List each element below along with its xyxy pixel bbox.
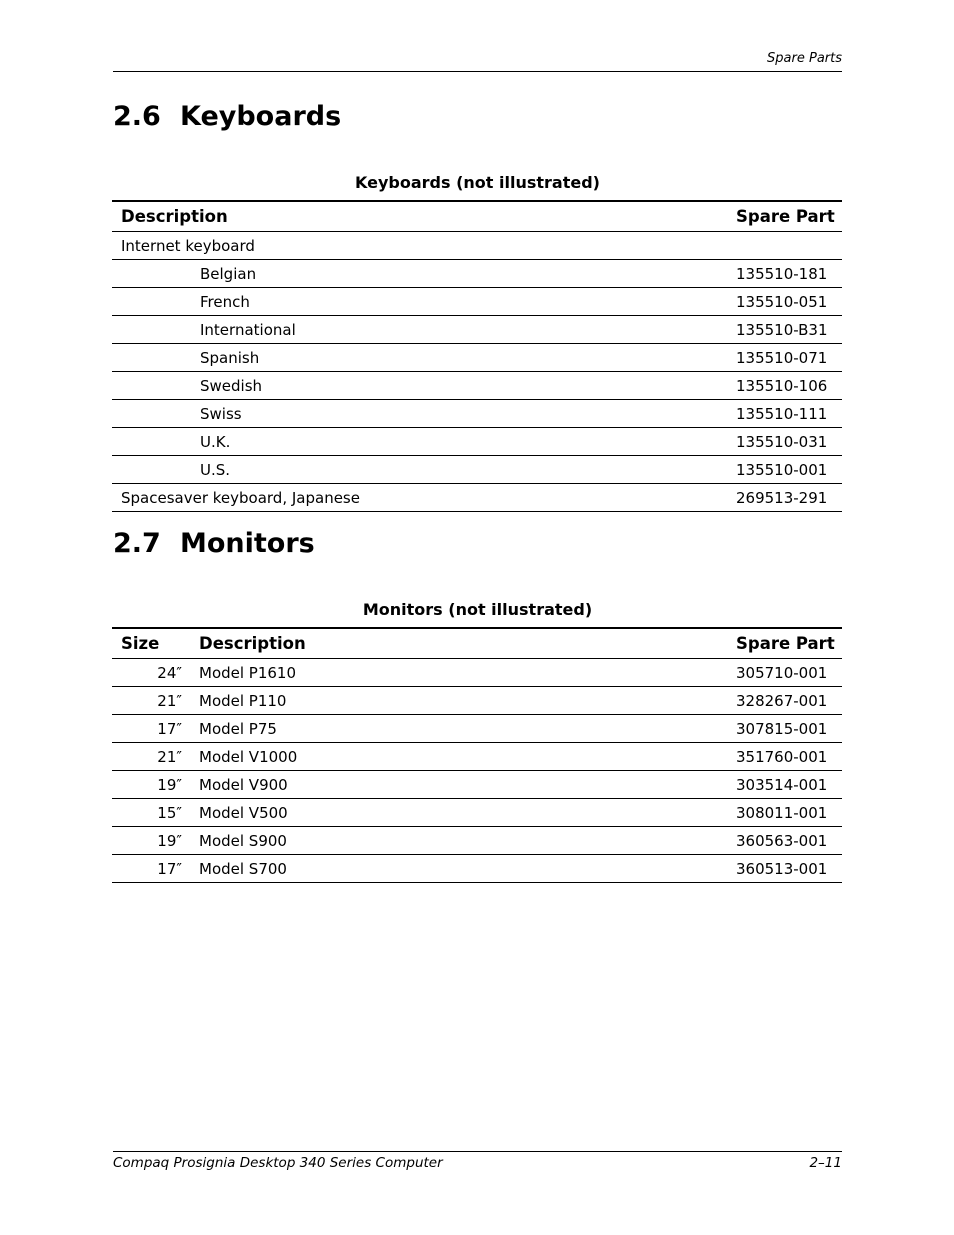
cell-description: Belgian: [112, 260, 730, 288]
table-row: [112, 771, 842, 799]
column-header-spare-part: Spare Part: [730, 628, 842, 659]
cell-description: French: [112, 288, 730, 316]
cell-description: Spacesaver keyboard, Japanese: [112, 484, 730, 512]
cell-spare-part: 360563-001: [730, 827, 842, 855]
cell-description: Model V900: [190, 771, 730, 799]
cell-spare-part: 303514-001: [730, 771, 842, 799]
table-row: [112, 260, 842, 288]
cell-description: Model P110: [190, 687, 730, 715]
cell-spare-part: 135510-B31: [730, 316, 842, 344]
cell-size: 21″: [112, 743, 190, 771]
cell-description: International: [112, 316, 730, 344]
cell-description: Model S900: [190, 827, 730, 855]
column-header-description: Description: [190, 628, 730, 659]
table-row: [112, 659, 842, 687]
footer-rule: [113, 1151, 842, 1152]
cell-spare-part: 135510-111: [730, 400, 842, 428]
table-header-row: [112, 628, 842, 659]
cell-description: Swedish: [112, 372, 730, 400]
table-row: [112, 428, 842, 456]
section-number: 2.7: [113, 528, 161, 559]
running-header: Spare Parts: [767, 51, 842, 66]
cell-spare-part: 135510-106: [730, 372, 842, 400]
section-title-monitors: [113, 528, 315, 559]
keyboards-table-caption: Keyboards (not illustrated): [355, 173, 600, 192]
cell-size: 19″: [112, 827, 190, 855]
table-row: [112, 799, 842, 827]
table-row: [112, 316, 842, 344]
cell-description: Spanish: [112, 344, 730, 372]
cell-description: Model V500: [190, 799, 730, 827]
cell-spare-part: 269513-291: [730, 484, 842, 512]
cell-size: 17″: [112, 715, 190, 743]
keyboards-table: [112, 200, 842, 512]
cell-spare-part: 135510-031: [730, 428, 842, 456]
table-row: [112, 715, 842, 743]
cell-size: 17″: [112, 855, 190, 883]
cell-spare-part: 351760-001: [730, 743, 842, 771]
cell-size: 24″: [112, 659, 190, 687]
cell-spare-part: 135510-001: [730, 456, 842, 484]
table-row: [112, 400, 842, 428]
cell-spare-part: 305710-001: [730, 659, 842, 687]
table-row: [112, 456, 842, 484]
table-row: [112, 288, 842, 316]
cell-description: Model V1000: [190, 743, 730, 771]
table-row-group: [112, 232, 842, 260]
table-row: [112, 743, 842, 771]
cell-spare-part: 135510-181: [730, 260, 842, 288]
cell-size: 15″: [112, 799, 190, 827]
cell-spare-part: 328267-001: [730, 687, 842, 715]
cell-size: 21″: [112, 687, 190, 715]
table-row: [112, 484, 842, 512]
cell-size: 19″: [112, 771, 190, 799]
monitors-table-caption: Monitors (not illustrated): [362, 600, 593, 619]
section-title-text: Monitors: [180, 528, 315, 559]
cell-spare-part: 308011-001: [730, 799, 842, 827]
cell-spare-part: 135510-051: [730, 288, 842, 316]
footer-page-number: 2–11: [809, 1155, 842, 1171]
footer-document-title: Compaq Prosignia Desktop 340 Series Computer: [113, 1155, 443, 1171]
section-title-text: Keyboards: [180, 101, 342, 132]
table-row: [112, 855, 842, 883]
column-header-description: Description: [112, 201, 730, 232]
column-header-size: Size: [112, 628, 190, 659]
section-number: 2.6: [113, 101, 161, 132]
cell-description: Model P75: [190, 715, 730, 743]
table-row: [112, 344, 842, 372]
section-title-keyboards: [113, 101, 341, 132]
column-header-spare-part: Spare Part: [730, 201, 842, 232]
cell-description: U.S.: [112, 456, 730, 484]
group-label: Internet keyboard: [112, 232, 730, 260]
cell-description: Model P1610: [190, 659, 730, 687]
cell-description: Swiss: [112, 400, 730, 428]
table-row: [112, 372, 842, 400]
monitors-table: [112, 627, 842, 883]
table-row: [112, 687, 842, 715]
cell-spare-part: 307815-001: [730, 715, 842, 743]
table-row: [112, 827, 842, 855]
cell-description: U.K.: [112, 428, 730, 456]
cell-spare-part: 360513-001: [730, 855, 842, 883]
table-header-row: [112, 201, 842, 232]
empty-cell: [730, 232, 842, 260]
header-rule: [113, 71, 842, 72]
cell-description: Model S700: [190, 855, 730, 883]
cell-spare-part: 135510-071: [730, 344, 842, 372]
